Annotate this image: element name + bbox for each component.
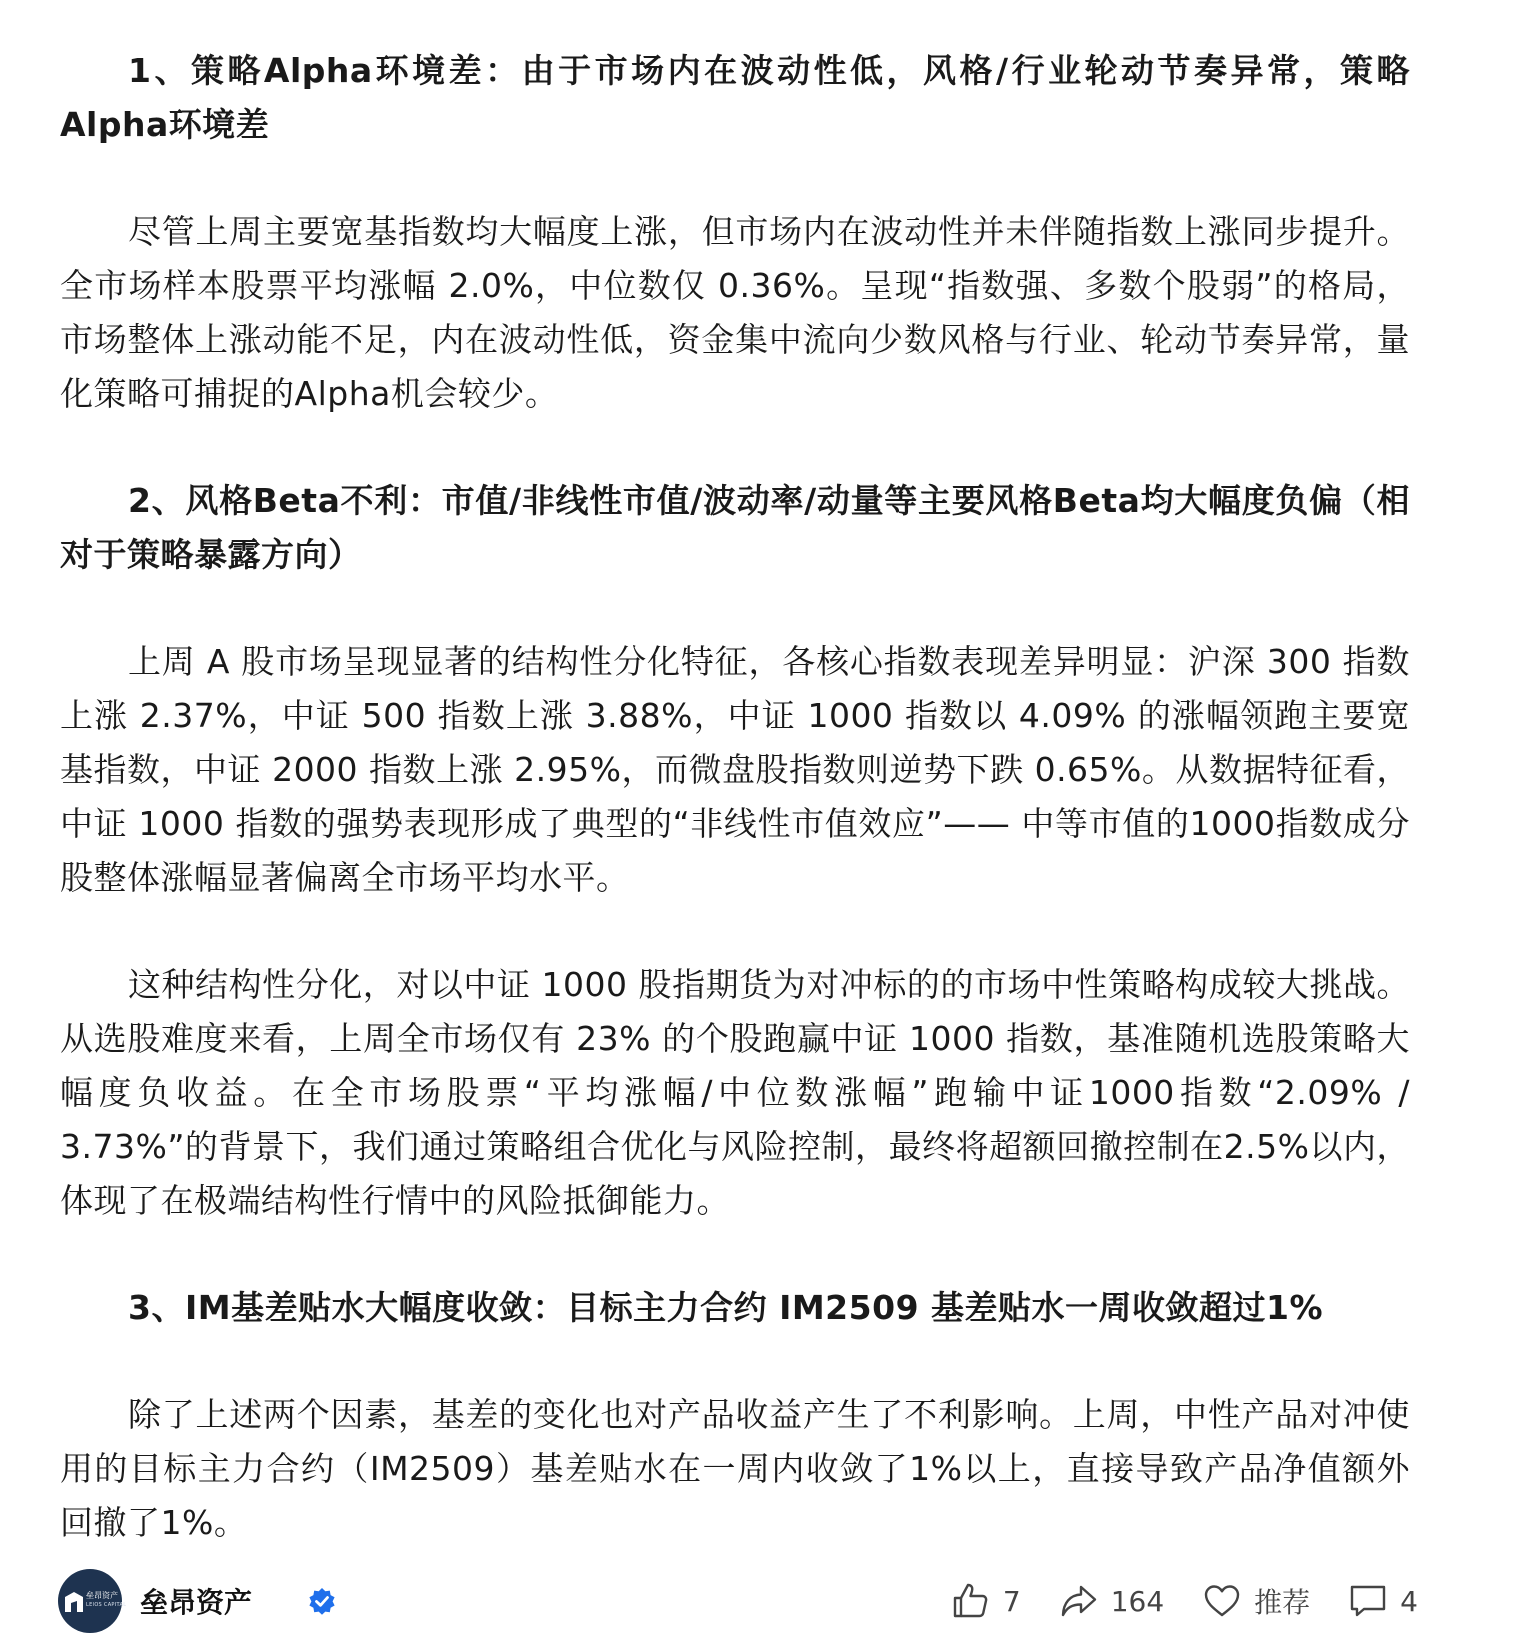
recommend-button[interactable]	[1202, 1581, 1310, 1621]
section-heading-2: 2、风格Beta不利：市值/非线性市值/波动率/动量等主要风格Beta均大幅度负偏（相对于策略暴露方向）	[60, 481, 1410, 574]
share-count: 164	[1110, 1584, 1165, 1618]
section-heading-3: 3、IM基差贴水大幅度收敛：目标主力合约 IM2509 基差贴水一周收敛超过1%	[128, 1288, 1324, 1327]
avatar[interactable]	[58, 1569, 127, 1633]
paragraph: 除了上述两个因素，基差的变化也对产品收益产生了不利影响。上周，中性产品对冲使用的目标主力合约（IM2509）基差贴水在一周内收敛了1%以上，直接导致产品净值额外回撤了1%。	[60, 1395, 1410, 1542]
article-body	[60, 44, 1410, 1603]
post-footer	[58, 1569, 1418, 1633]
heart-icon	[1202, 1581, 1242, 1621]
share-arrow-icon	[1059, 1581, 1099, 1621]
comment-icon	[1348, 1581, 1388, 1621]
paragraph: 尽管上周主要宽基指数均大幅度上涨，但市场内在波动性并未伴随指数上涨同步提升。全市场样本股票平均涨幅 2.0%，中位数仅 0.36%。呈现“指数强、多数个股弱”的格局，市场整体上涨动能不足，内在波动性低，资金集中流向少数风格与行业、轮动节奏异常，量化策略可捕捉的Alpha机会较少。	[60, 212, 1410, 413]
like-button[interactable]	[951, 1581, 1021, 1621]
author-name[interactable]: 垒昂资产	[140, 1586, 253, 1619]
paragraph: 这种结构性分化，对以中证 1000 股指期货为对冲标的的市场中性策略构成较大挑战。从选股难度来看，上周全市场仅有 23% 的个股跑赢中证 1000 指数，基准随机选股策略大幅度负收益。在全市场股票“平均涨幅/中位数涨幅”跑输中证1000指数“2.09% / 3.73%”的背景下，我们通过策略组合优化与风险控制，最终将超额回撤控制在2.5%以内，体现了在极端结构性行情中的风险抵御能力。	[60, 965, 1410, 1220]
thumbs-up-icon	[951, 1581, 991, 1621]
section-heading-1: 1、策略Alpha环境差：由于市场内在波动性低，风格/行业轮动节奏异常，策略Alpha环境差	[60, 51, 1410, 144]
avatar-brand-name: 垒昂资产	[86, 1591, 118, 1600]
brand-logo-icon	[64, 1591, 84, 1613]
like-count: 7	[1002, 1584, 1021, 1618]
verified-badge-icon	[308, 1587, 336, 1615]
paragraph: 上周 A 股市场呈现显著的结构性分化特征，各核心指数表现差异明显：沪深 300 指数上涨 2.37%，中证 500 指数上涨 3.88%，中证 1000 指数以 4.09% 的涨幅领跑主要宽基指数，中证 2000 指数上涨 2.95%，而微盘股指数则逆势下跌 0.65%。从数据特征看，中证 1000 指数的强势表现形成了典型的“非线性市值效应”—— 中等市值的1000指数成分股整体涨幅显著偏离全市场平均水平。	[60, 642, 1410, 897]
avatar-brand-en: LEIOS CAPITAL	[86, 1602, 127, 1608]
recommend-label: 推荐	[1254, 1586, 1311, 1619]
comment-count: 4	[1400, 1584, 1418, 1618]
comment-button[interactable]	[1348, 1581, 1418, 1621]
action-bar	[913, 1581, 1418, 1621]
share-button[interactable]	[1059, 1581, 1164, 1621]
